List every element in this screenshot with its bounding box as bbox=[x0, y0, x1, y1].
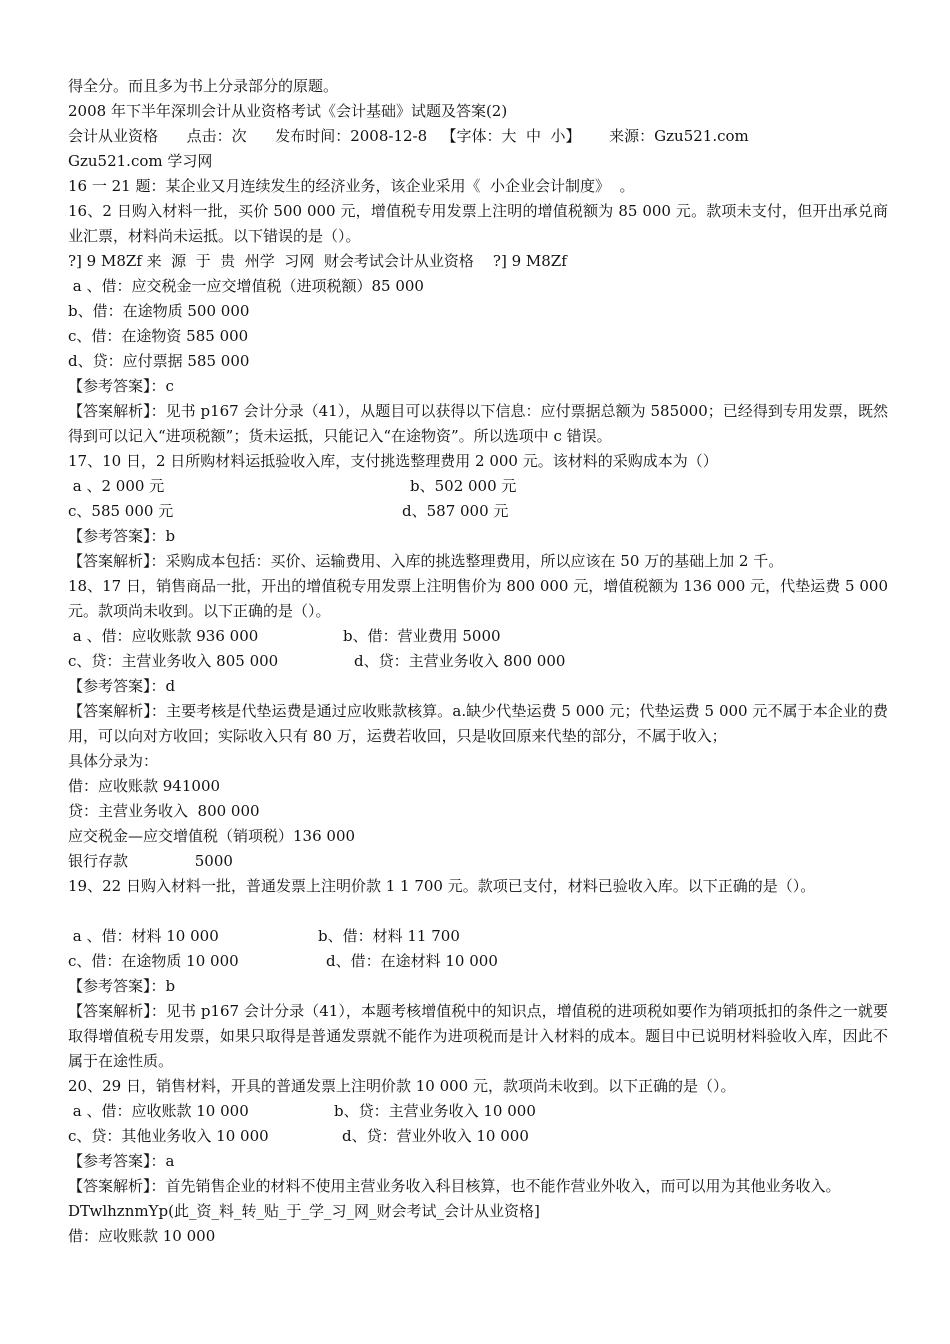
article-title: 2008 年下半年深圳会计从业资格考试《会计基础》试题及答案(2) bbox=[68, 102, 508, 120]
option-c: c、借：在途物质 10 000 bbox=[68, 952, 239, 970]
question-17: 17、10 日，2 日所购材料运抵验收入库，支付挑选整理费用 2 000 元。该材料的采购成本为（） bbox=[68, 452, 718, 470]
option-a: a 、借：应交税金一应交增值税（进项税额）85 000 bbox=[68, 277, 424, 295]
option-c: c、585 000 元 bbox=[68, 502, 174, 520]
options-row bbox=[68, 474, 888, 499]
article-meta: 会计从业资格 点击：次 发布时间：2008-12-8 【字体：大 中 小】 来源：Gzu521.com bbox=[68, 127, 749, 145]
blank-line bbox=[68, 899, 888, 924]
question-19: 19、22 日购入材料一批，普通发票上注明价款 1 1 700 元。款项已支付，材料已验收入库。以下正确的是（）。 bbox=[68, 877, 816, 895]
reference-answer: 【参考答案】：c bbox=[68, 377, 174, 395]
option-d: d、贷：主营业务收入 800 000 bbox=[354, 652, 566, 670]
option-d: d、587 000 元 bbox=[402, 502, 509, 520]
watermark-line: ?] 9 M8Zf 来 源 于 贵 州学 习网 财会考试会计从业资格 ?] 9 M8Zf bbox=[68, 252, 567, 270]
answer-explanation: 【答案解析】：主要考核是代垫运费是通过应收账款核算。a.缺少代垫运费 5 000 元；代垫运费 5 000 元不属于本企业的费用，可以向对方收回；实际收入只有 80 万，运费若收回，只是收回原来代垫的部分，不属于收入； bbox=[68, 702, 888, 745]
document-page bbox=[68, 74, 888, 1249]
reference-answer: 【参考答案】：d bbox=[68, 677, 176, 695]
option-c: c、贷：主营业务收入 805 000 bbox=[68, 652, 279, 670]
journal-entry: 银行存款 5000 bbox=[68, 852, 233, 870]
options-row bbox=[68, 624, 888, 649]
option-a: a 、借：材料 10 000 bbox=[68, 927, 219, 945]
option-b: b、贷：主营业务收入 10 000 bbox=[334, 1102, 536, 1120]
option-a: a 、借：应收账款 10 000 bbox=[68, 1102, 249, 1120]
option-b: b、借：材料 11 700 bbox=[318, 927, 460, 945]
option-b: b、借：营业费用 5000 bbox=[343, 627, 501, 645]
watermark-line: DTwlhznmYp(此_资_料_转_贴_于_学_习_网_财会考试_会计从业资格] bbox=[68, 1202, 540, 1220]
option-b: b、借：在途物质 500 000 bbox=[68, 302, 250, 320]
options-row bbox=[68, 499, 888, 524]
option-a: a 、借：应收账款 936 000 bbox=[68, 627, 259, 645]
reference-answer: 【参考答案】：b bbox=[68, 977, 176, 995]
journal-entry: 贷：主营业务收入 800 000 bbox=[68, 802, 260, 820]
journal-entry: 应交税金—应交增值税（销项税）136 000 bbox=[68, 827, 356, 845]
option-b: b、502 000 元 bbox=[410, 477, 517, 495]
options-row bbox=[68, 949, 888, 974]
option-d: d、贷：应付票据 585 000 bbox=[68, 352, 250, 370]
options-row bbox=[68, 1124, 888, 1149]
question-16: 16、2 日购入材料一批，买价 500 000 元，增值税专用发票上注明的增值税额为 85 000 元。款项未支付，但开出承兑商业汇票，材料尚未运抵。以下错误的是（）。 bbox=[68, 202, 888, 245]
section-intro: 16 一 21 题：某企业又月连续发生的经济业务，该企业采用《 小企业会计制度》 。 bbox=[68, 177, 635, 195]
options-row bbox=[68, 649, 888, 674]
option-a: a 、2 000 元 bbox=[68, 477, 165, 495]
journal-entry: 借：应收账款 10 000 bbox=[68, 1227, 216, 1245]
reference-answer: 【参考答案】：a bbox=[68, 1152, 175, 1170]
option-c: c、贷：其他业务收入 10 000 bbox=[68, 1127, 269, 1145]
answer-explanation: 【答案解析】：见书 p167 会计分录（41），本题考核增值税中的知识点，增值税的进项税如要作为销项抵扣的条件之一就要取得增值税专用发票，如果只取得是普通发票就不能作为进项税而是计入材料的成本。题目中已说明材料验收入库，因此不属于在途性质。 bbox=[68, 1002, 888, 1070]
text-line: 具体分录为： bbox=[68, 752, 159, 770]
option-c: c、借：在途物资 585 000 bbox=[68, 327, 249, 345]
text-line: 得全分。而且多为书上分录部分的原题。 bbox=[68, 77, 339, 95]
answer-explanation: 【答案解析】：首先销售企业的材料不使用主营业务收入科目核算，也不能作营业外收入，而可以用为其他业务收入。 bbox=[68, 1177, 841, 1195]
option-d: d、贷：营业外收入 10 000 bbox=[342, 1127, 529, 1145]
question-18: 18、17 日，销售商品一批，开出的增值税专用发票上注明售价为 800 000 元，增值税额为 136 000 元，代垫运费 5 000 元。款项尚未收到。以下正确的是（）。 bbox=[68, 577, 888, 620]
answer-explanation: 【答案解析】：采购成本包括：买价、运输费用、入库的挑选整理费用，所以应该在 50 万的基础上加 2 千。 bbox=[68, 552, 784, 570]
answer-explanation: 【答案解析】：见书 p167 会计分录（41），从题目可以获得以下信息：应付票据总额为 585000；已经得到专用发票，既然得到可以记入“进项税额”；货未运抵，只能记入“在途物资”。所以选项中 c 错误。 bbox=[68, 402, 888, 445]
options-row bbox=[68, 924, 888, 949]
reference-answer: 【参考答案】：b bbox=[68, 527, 176, 545]
source-site: Gzu521.com 学习网 bbox=[68, 152, 213, 170]
question-20: 20、29 日，销售材料，开具的普通发票上注明价款 10 000 元，款项尚未收到。以下正确的是（）。 bbox=[68, 1077, 736, 1095]
journal-entry: 借：应收账款 941000 bbox=[68, 777, 221, 795]
options-row bbox=[68, 1099, 888, 1124]
option-d: d、借：在途材料 10 000 bbox=[326, 952, 498, 970]
